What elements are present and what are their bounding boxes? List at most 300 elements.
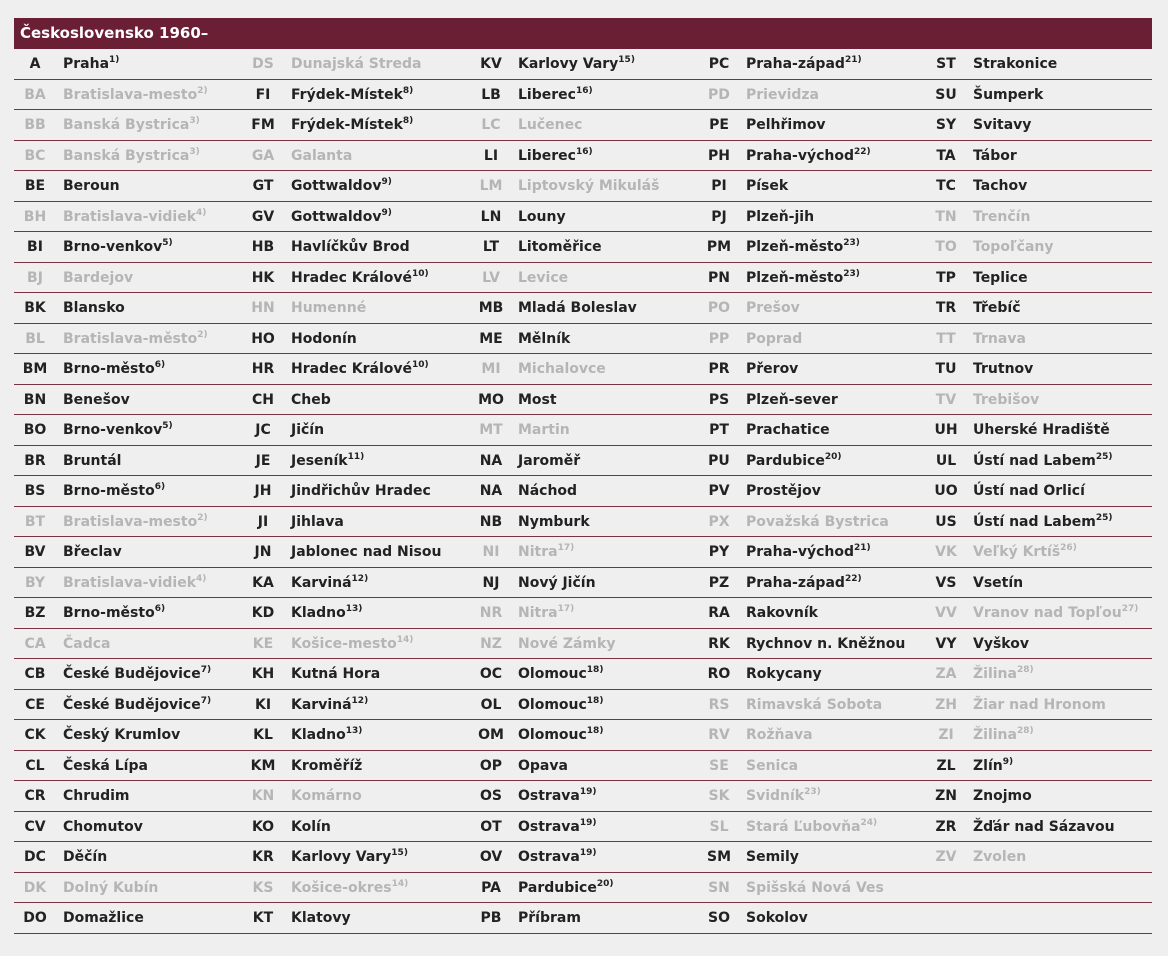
district-name-text: Mělník [518, 330, 571, 347]
code-cell: PC [708, 56, 730, 72]
code-cell: PO [707, 300, 731, 316]
district-name-cell [518, 446, 580, 476]
code-cell: HR [251, 361, 275, 377]
district-name-cell [746, 873, 884, 903]
code-cell: LM [479, 178, 503, 194]
code-cell: JE [255, 452, 271, 469]
footnote-marker: 9) [1002, 756, 1014, 767]
code-cell: SE [709, 757, 729, 774]
district-name-cell [973, 232, 1054, 262]
footnote-marker: 9) [381, 207, 392, 218]
district-name-text: Liberec [518, 147, 576, 164]
district-name-text: Náchod [518, 483, 578, 499]
code-cell: PS [708, 391, 730, 408]
district-name-cell [518, 781, 597, 811]
code-cell: PH [708, 147, 730, 164]
district-name-cell [63, 476, 165, 506]
table-row [14, 80, 1152, 111]
table-row [14, 263, 1152, 294]
district-name-text: Brno-venkov [63, 239, 163, 255]
district-name-cell [63, 202, 206, 232]
district-name-text: Bratislava-vidiek [63, 208, 197, 225]
district-name-text: Most [518, 391, 557, 408]
district-name-text: Nitra [518, 605, 558, 621]
district-name-text: Pelhřimov [746, 117, 826, 133]
district-name-text: Příbram [518, 910, 581, 926]
district-name-cell [973, 781, 1032, 811]
table-row [14, 171, 1152, 202]
district-name-cell [63, 110, 200, 140]
footnote-marker: 19) [579, 817, 597, 828]
footnote-marker: 7) [200, 695, 212, 706]
district-name-cell [291, 324, 357, 354]
district-name-cell [291, 263, 429, 293]
district-name-text: Gottwaldov [291, 208, 382, 225]
code-cell: TV [935, 391, 957, 408]
district-name-text: Prievidza [746, 86, 820, 103]
district-name-cell [746, 446, 841, 476]
district-name-cell [291, 232, 410, 262]
footnote-marker: 20) [824, 451, 842, 462]
code-cell: SO [708, 910, 730, 926]
code-cell: JI [257, 513, 269, 530]
code-cell: RK [708, 635, 730, 652]
district-name-cell [63, 812, 143, 842]
district-name-text: Nitra [518, 544, 558, 560]
district-name-cell [746, 232, 860, 262]
district-name-text: Stará Ľubovňa [746, 818, 861, 835]
table-row [14, 49, 1152, 80]
district-name-cell [518, 720, 603, 750]
district-name-cell [746, 324, 802, 354]
district-name-cell [973, 171, 1027, 201]
district-name-cell [518, 49, 635, 79]
district-name-cell [291, 80, 413, 110]
district-name-text: Svidník [746, 788, 805, 804]
footnote-marker: 28) [1016, 726, 1034, 736]
code-cell: MB [478, 300, 504, 316]
code-cell: SU [935, 86, 957, 103]
code-cell: BL [25, 330, 45, 347]
footnote-marker: 19) [579, 787, 597, 797]
table-row [14, 842, 1152, 873]
footnote-marker: 23) [804, 787, 821, 797]
district-name-text: Levice [518, 269, 569, 286]
district-name-cell [973, 690, 1106, 720]
district-name-cell [518, 476, 577, 506]
code-cell: OS [480, 788, 502, 804]
footnote-marker: 22) [854, 146, 871, 157]
code-cell: OP [479, 757, 503, 774]
district-name-cell [291, 415, 324, 445]
district-name-cell [973, 49, 1057, 79]
code-cell: BJ [27, 269, 43, 286]
district-name-cell [63, 415, 173, 445]
code-cell: TN [935, 208, 957, 225]
code-cell: BM [22, 361, 48, 377]
district-name-text: Šumperk [973, 86, 1044, 103]
code-cell: BA [24, 86, 46, 103]
code-cell: BR [24, 452, 46, 469]
code-cell: NZ [480, 635, 502, 652]
code-cell: SN [708, 879, 730, 896]
district-name-text: Humenné [291, 300, 367, 316]
district-name-text: Ústí nad Orlicí [973, 483, 1085, 499]
district-name-text: Domažlice [63, 910, 144, 926]
code-cell: CE [25, 696, 45, 713]
district-name-text: Jindřichův Hradec [291, 483, 431, 499]
table-row [14, 476, 1152, 507]
district-name-text: Písek [746, 178, 789, 194]
district-name-text: Teplice [973, 269, 1028, 286]
code-cell: NI [482, 544, 500, 560]
footnote-marker: 21) [844, 55, 862, 65]
district-name-text: Rimavská Sobota [746, 696, 883, 713]
code-cell: JH [254, 483, 272, 499]
district-name-text: Strakonice [973, 56, 1058, 72]
district-name-text: Sokolov [746, 910, 808, 926]
code-cell: LV [482, 269, 500, 286]
code-cell: RO [707, 666, 731, 682]
district-name-cell [746, 110, 826, 140]
code-cell: GT [252, 178, 274, 194]
district-name-text: Karlovy Vary [291, 849, 392, 865]
footnote-marker: 24) [860, 817, 878, 828]
code-cell: KV [480, 56, 502, 72]
footnote-marker: 2) [197, 512, 208, 523]
district-name-cell [746, 293, 800, 323]
district-name-cell [973, 324, 1026, 354]
district-name-text: Praha [63, 56, 110, 72]
code-cell: VV [935, 605, 957, 621]
footnote-marker: 27) [1121, 604, 1139, 614]
district-name-text: Ostrava [518, 849, 580, 865]
district-name-cell [518, 415, 570, 445]
code-cell: BY [24, 574, 46, 591]
footnote-marker: 8) [402, 116, 414, 126]
district-name-cell [518, 263, 568, 293]
district-name-cell [291, 812, 331, 842]
district-name-cell [63, 781, 130, 811]
district-name-text: Český Krumlov [63, 727, 181, 743]
district-name-text: Ústí nad Labem [973, 452, 1096, 469]
table-row [14, 446, 1152, 477]
district-name-cell [746, 812, 877, 842]
district-name-cell [973, 659, 1034, 689]
district-name-cell [63, 507, 208, 537]
code-cell: HN [251, 300, 275, 316]
district-name-cell [973, 202, 1030, 232]
district-name-text: Banská Bystrica [63, 147, 190, 164]
district-name-cell [63, 324, 208, 354]
code-cell: KT [252, 910, 274, 926]
district-name-cell [746, 49, 862, 79]
district-name-cell [973, 446, 1113, 476]
district-name-cell [63, 690, 211, 720]
district-name-text: Brno-město [63, 605, 155, 621]
footnote-marker: 13) [345, 726, 363, 736]
code-cell: LT [482, 239, 500, 255]
footnote-marker: 22) [844, 573, 862, 584]
district-name-text: Havlíčkův Brod [291, 239, 410, 255]
district-name-cell [291, 690, 368, 720]
code-cell: TU [935, 361, 957, 377]
district-name-text: Pardubice [518, 879, 597, 896]
code-cell: KI [254, 696, 272, 713]
district-name-cell [291, 568, 368, 598]
code-cell: FM [251, 117, 275, 133]
district-name-cell [973, 80, 1043, 110]
district-name-text: Trenčín [973, 208, 1031, 225]
district-name-cell [518, 232, 602, 262]
footnote-marker: 2) [197, 329, 208, 340]
district-name-text: Vyškov [973, 635, 1029, 652]
district-name-cell [518, 293, 637, 323]
footnote-marker: 15) [618, 55, 635, 65]
district-name-cell [291, 598, 362, 628]
code-cell: CV [24, 818, 46, 835]
footnote-marker: 21) [854, 543, 871, 553]
code-cell: DK [23, 879, 47, 896]
district-name-text: Košice-okres [291, 879, 392, 896]
code-cell: PJ [711, 208, 727, 225]
code-cell: JC [255, 422, 271, 438]
district-name-cell [518, 537, 574, 567]
code-cell: PY [708, 544, 730, 560]
footnote-marker: 10) [412, 268, 429, 279]
district-name-cell [973, 385, 1039, 415]
code-cell: US [935, 513, 957, 530]
table-row [14, 903, 1152, 934]
district-name-text: Cheb [291, 391, 331, 408]
district-name-cell [973, 293, 1021, 323]
footnote-marker: 23) [843, 238, 860, 248]
district-name-text: Olomouc [518, 727, 587, 743]
code-cell: TO [935, 239, 957, 255]
district-name-cell [746, 507, 889, 537]
code-cell: CR [24, 788, 46, 804]
district-name-text: Kroměříž [291, 757, 363, 774]
district-name-cell [291, 751, 362, 781]
district-name-cell [291, 49, 421, 79]
code-cell: NA [479, 452, 503, 469]
code-cell: FI [255, 86, 271, 103]
footnote-marker: 12) [351, 695, 369, 706]
code-cell: PB [480, 910, 502, 926]
district-name-cell [291, 141, 352, 171]
district-name-text: Praha-západ [746, 56, 845, 72]
district-name-text: Prachatice [746, 422, 830, 438]
code-cell: BZ [24, 605, 46, 621]
district-name-text: Rakovník [746, 605, 818, 621]
district-name-text: Plzeň-město [746, 269, 844, 286]
table-row [14, 202, 1152, 233]
district-name-text: Rychnov n. Kněžnou [746, 635, 906, 652]
district-name-text: Ostrava [518, 818, 580, 835]
code-cell: NJ [482, 574, 500, 591]
district-name-cell [63, 446, 121, 476]
code-cell: UO [934, 483, 958, 499]
code-cell: ZA [935, 666, 957, 682]
district-name-text: Karviná [291, 574, 352, 591]
code-cell: RS [708, 696, 730, 713]
district-name-text: Jaroměř [518, 452, 581, 469]
code-cell: LI [483, 147, 499, 164]
district-name-text: Čadca [63, 635, 111, 652]
district-name-cell [518, 873, 613, 903]
district-name-text: Nymburk [518, 513, 590, 530]
table-row [14, 873, 1152, 904]
district-name-cell [63, 141, 200, 171]
district-name-cell [973, 629, 1029, 659]
district-name-cell [63, 171, 120, 201]
district-name-text: Olomouc [518, 666, 587, 682]
table-row [14, 385, 1152, 416]
code-cell: BE [24, 178, 46, 194]
district-name-cell [63, 293, 125, 323]
district-name-text: Semily [746, 849, 799, 865]
district-name-cell [746, 385, 838, 415]
footnote-marker: 6) [154, 604, 166, 614]
footnote-marker: 5) [162, 238, 173, 248]
district-name-text: Rožňava [746, 727, 813, 743]
code-cell: HK [251, 269, 275, 286]
table-row [14, 690, 1152, 721]
district-name-cell [518, 903, 581, 933]
district-name-cell [746, 476, 821, 506]
district-name-cell [973, 720, 1034, 750]
district-name-text: Hradec Králové [291, 269, 412, 286]
district-name-text: Veľký Krtíš [973, 544, 1061, 560]
footnote-marker: 3) [189, 146, 200, 157]
district-name-text: Klatovy [291, 910, 351, 926]
footnote-marker: 4) [196, 573, 207, 584]
code-cell: MO [478, 391, 504, 408]
district-name-text: Žilina [973, 727, 1017, 743]
district-name-text: Liptovský Mikuláš [518, 178, 660, 194]
code-cell: PR [708, 361, 730, 377]
table-row [14, 537, 1152, 568]
district-name-cell [291, 781, 362, 811]
code-cell: CB [24, 666, 46, 682]
district-name-cell [63, 751, 148, 781]
table-row [14, 720, 1152, 751]
district-name-cell [63, 598, 165, 628]
district-name-text: Dolný Kubín [63, 879, 159, 896]
code-cell: ST [936, 56, 956, 72]
code-cell: ZN [935, 788, 957, 804]
code-cell: CL [25, 757, 45, 774]
district-name-cell [746, 171, 788, 201]
district-name-text: Jablonec nad Nisou [291, 544, 442, 560]
district-name-text: Považská Bystrica [746, 513, 889, 530]
district-name-cell [518, 110, 582, 140]
district-name-text: Svitavy [973, 117, 1032, 133]
footnote-marker: 4) [196, 207, 207, 218]
district-name-cell [973, 537, 1077, 567]
footnote-marker: 18) [586, 726, 604, 736]
district-name-cell [291, 720, 362, 750]
code-cell: TC [936, 178, 956, 194]
code-cell: HB [251, 239, 275, 255]
district-name-text: Liberec [518, 86, 576, 103]
district-name-cell [291, 446, 364, 476]
code-cell: PX [708, 513, 730, 530]
district-name-cell [291, 476, 431, 506]
district-name-cell [746, 415, 830, 445]
footnote-marker: 3) [189, 116, 200, 126]
district-name-text: Břeclav [63, 544, 122, 560]
code-cell: BO [23, 422, 47, 438]
district-name-text: Jihlava [291, 513, 344, 530]
district-name-cell [973, 263, 1028, 293]
footnote-marker: 7) [200, 665, 212, 675]
table-row [14, 232, 1152, 263]
code-cell: KM [250, 757, 276, 774]
code-cell: BK [24, 300, 46, 316]
table-row [14, 507, 1152, 538]
code-cell: KA [252, 574, 274, 591]
code-cell: PU [708, 452, 730, 469]
district-name-text: Plzeň-jih [746, 208, 815, 225]
table-row [14, 415, 1152, 446]
code-cell: PN [708, 269, 730, 286]
district-name-text: Gottwaldov [291, 178, 382, 194]
district-name-text: Topoľčany [973, 239, 1054, 255]
district-name-text: Blansko [63, 300, 125, 316]
district-name-text: Bratislava-vidiek [63, 574, 197, 591]
district-name-cell [746, 751, 798, 781]
footnote-marker: 9) [381, 177, 392, 187]
code-cell: RV [708, 727, 730, 743]
code-cell: MT [479, 422, 503, 438]
code-cell: ZV [935, 849, 957, 865]
district-name-text: Senica [746, 757, 799, 774]
code-cell: KE [252, 635, 274, 652]
table-row [14, 110, 1152, 141]
district-name-cell [63, 629, 111, 659]
code-cell: PV [708, 483, 730, 499]
district-name-text: Trnava [973, 330, 1026, 347]
table-row [14, 141, 1152, 172]
district-name-text: Louny [518, 208, 566, 225]
district-name-text: Praha-východ [746, 544, 854, 560]
footnote-marker: 26) [1060, 543, 1077, 553]
code-cell: JN [254, 544, 272, 560]
district-name-cell [291, 537, 441, 567]
district-name-cell [746, 781, 821, 811]
district-name-cell [518, 202, 566, 232]
district-name-cell [746, 598, 818, 628]
district-name-cell [291, 873, 408, 903]
district-name-text: Beroun [63, 178, 120, 194]
code-cell: TR [935, 300, 957, 316]
district-name-text: Pardubice [746, 452, 825, 469]
district-name-cell [63, 720, 180, 750]
footnote-marker: 20) [596, 878, 614, 889]
footnote-marker: 11) [347, 451, 365, 462]
footnote-marker: 16) [575, 146, 593, 157]
footnote-marker: 8) [402, 85, 414, 96]
district-name-text: Kladno [291, 727, 346, 743]
district-name-text: Karviná [291, 696, 352, 713]
district-name-cell [291, 629, 413, 659]
district-name-cell [291, 507, 344, 537]
district-name-cell [746, 903, 808, 933]
district-name-cell [746, 141, 871, 171]
code-cell: PI [711, 178, 727, 194]
district-name-text: Praha-východ [746, 147, 854, 164]
